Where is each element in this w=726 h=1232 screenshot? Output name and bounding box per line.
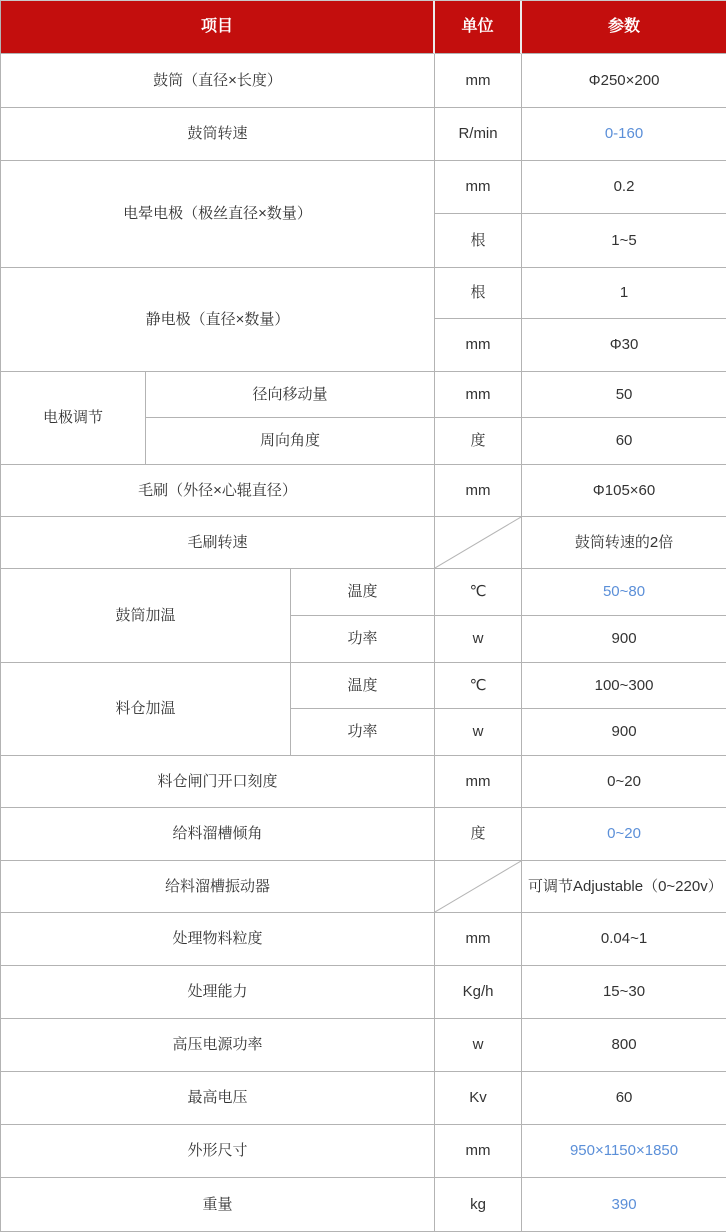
spec-row-max-voltage bbox=[1, 1072, 726, 1125]
spec-row-drum-heating bbox=[1, 569, 726, 616]
electrode-adjust-value-2: 60 bbox=[522, 418, 726, 465]
gate-scale-label: 料仓闸门开口刻度 bbox=[1, 756, 435, 808]
brush-value: Φ105×60 bbox=[522, 465, 726, 517]
chute-angle-unit: 度 bbox=[435, 808, 522, 861]
electrode-adjust-sub-2: 周向角度 bbox=[146, 418, 435, 465]
weight-label: 重量 bbox=[1, 1178, 435, 1232]
spec-row-corona-electrode bbox=[1, 161, 726, 214]
weight-unit: kg bbox=[435, 1178, 522, 1232]
spec-row-chute-angle bbox=[1, 808, 726, 861]
corona-electrode-label: 电晕电极（极丝直径×数量） bbox=[1, 161, 435, 268]
particle-size-value: 0.04~1 bbox=[522, 913, 726, 966]
spec-row-chute-vibrator bbox=[1, 861, 726, 913]
col-header-unit: 单位 bbox=[435, 1, 522, 54]
corona-electrode-value-1: 0.2 bbox=[522, 161, 726, 214]
drum-heating-value-2: 900 bbox=[522, 616, 726, 663]
chute-vibrator-label: 给料溜槽振动器 bbox=[1, 861, 435, 913]
hopper-heating-unit-1: ℃ bbox=[435, 663, 522, 709]
spec-row-hv-power bbox=[1, 1019, 726, 1072]
hopper-heating-sub-2: 功率 bbox=[291, 709, 435, 756]
corona-electrode-unit-2: 根 bbox=[435, 214, 522, 268]
electrode-adjust-value-1: 50 bbox=[522, 372, 726, 418]
spec-row-static-electrode bbox=[1, 268, 726, 319]
diagonal-line-icon bbox=[435, 861, 521, 912]
hopper-heating-unit-2: w bbox=[435, 709, 522, 756]
hv-power-unit: w bbox=[435, 1019, 522, 1072]
chute-vibrator-unit-empty bbox=[435, 861, 522, 913]
electrode-adjust-label: 电极调节 bbox=[1, 372, 146, 465]
chute-angle-label: 给料溜槽倾角 bbox=[1, 808, 435, 861]
drum-label: 鼓筒（直径×长度） bbox=[1, 54, 435, 108]
capacity-label: 处理能力 bbox=[1, 966, 435, 1019]
spec-row-hopper-heating bbox=[1, 663, 726, 709]
corona-electrode-unit-1: mm bbox=[435, 161, 522, 214]
spec-row-drum-speed bbox=[1, 108, 726, 161]
static-electrode-value-1: 1 bbox=[522, 268, 726, 319]
spec-row-brush-speed bbox=[1, 517, 726, 569]
drum-unit: mm bbox=[435, 54, 522, 108]
hopper-heating-value-2: 900 bbox=[522, 709, 726, 756]
static-electrode-label: 静电极（直径×数量） bbox=[1, 268, 435, 372]
max-voltage-label: 最高电压 bbox=[1, 1072, 435, 1125]
max-voltage-unit: Kv bbox=[435, 1072, 522, 1125]
drum-heating-sub-2: 功率 bbox=[291, 616, 435, 663]
brush-speed-value: 鼓筒转速的2倍 bbox=[522, 517, 726, 569]
electrode-adjust-sub-1: 径向移动量 bbox=[146, 372, 435, 418]
brush-speed-unit-empty bbox=[435, 517, 522, 569]
corona-electrode-value-2: 1~5 bbox=[522, 214, 726, 268]
dimensions-unit: mm bbox=[435, 1125, 522, 1178]
brush-speed-label: 毛刷转速 bbox=[1, 517, 435, 569]
capacity-value: 15~30 bbox=[522, 966, 726, 1019]
brush-unit: mm bbox=[435, 465, 522, 517]
drum-speed-label: 鼓筒转速 bbox=[1, 108, 435, 161]
spec-row-gate-scale bbox=[1, 756, 726, 808]
drum-heating-label: 鼓筒加温 bbox=[1, 569, 291, 663]
drum-value: Φ250×200 bbox=[522, 54, 726, 108]
table-header-row bbox=[1, 1, 726, 54]
col-header-item: 项目 bbox=[1, 1, 435, 54]
spec-row-brush bbox=[1, 465, 726, 517]
col-header-param: 参数 bbox=[522, 1, 726, 54]
static-electrode-unit-2: mm bbox=[435, 319, 522, 372]
max-voltage-value: 60 bbox=[522, 1072, 726, 1125]
spec-row-particle-size bbox=[1, 913, 726, 966]
dimensions-value: 950×1150×1850 bbox=[522, 1125, 726, 1178]
drum-speed-unit: R/min bbox=[435, 108, 522, 161]
spec-row-weight bbox=[1, 1178, 726, 1232]
gate-scale-unit: mm bbox=[435, 756, 522, 808]
drum-heating-unit-2: w bbox=[435, 616, 522, 663]
drum-heating-sub-1: 温度 bbox=[291, 569, 435, 616]
drum-heating-value-1: 50~80 bbox=[522, 569, 726, 616]
electrode-adjust-unit-1: mm bbox=[435, 372, 522, 418]
static-electrode-unit-1: 根 bbox=[435, 268, 522, 319]
diagonal-line-icon bbox=[435, 517, 521, 568]
hopper-heating-label: 料仓加温 bbox=[1, 663, 291, 756]
weight-value: 390 bbox=[522, 1178, 726, 1232]
hopper-heating-value-1: 100~300 bbox=[522, 663, 726, 709]
hv-power-label: 高压电源功率 bbox=[1, 1019, 435, 1072]
hopper-heating-sub-1: 温度 bbox=[291, 663, 435, 709]
particle-size-label: 处理物料粒度 bbox=[1, 913, 435, 966]
spec-row-capacity bbox=[1, 966, 726, 1019]
brush-label: 毛刷（外径×心辊直径） bbox=[1, 465, 435, 517]
spec-row-dimensions bbox=[1, 1125, 726, 1178]
drum-speed-value: 0-160 bbox=[522, 108, 726, 161]
electrode-adjust-unit-2: 度 bbox=[435, 418, 522, 465]
spec-row-drum bbox=[1, 54, 726, 108]
spec-row-electrode-adjust bbox=[1, 372, 726, 418]
particle-size-unit: mm bbox=[435, 913, 522, 966]
static-electrode-value-2: Φ30 bbox=[522, 319, 726, 372]
hv-power-value: 800 bbox=[522, 1019, 726, 1072]
dimensions-label: 外形尺寸 bbox=[1, 1125, 435, 1178]
chute-vibrator-value: 可调节Adjustable（0~220v） bbox=[522, 861, 726, 913]
drum-heating-unit-1: ℃ bbox=[435, 569, 522, 616]
chute-angle-value: 0~20 bbox=[522, 808, 726, 861]
capacity-unit: Kg/h bbox=[435, 966, 522, 1019]
gate-scale-value: 0~20 bbox=[522, 756, 726, 808]
